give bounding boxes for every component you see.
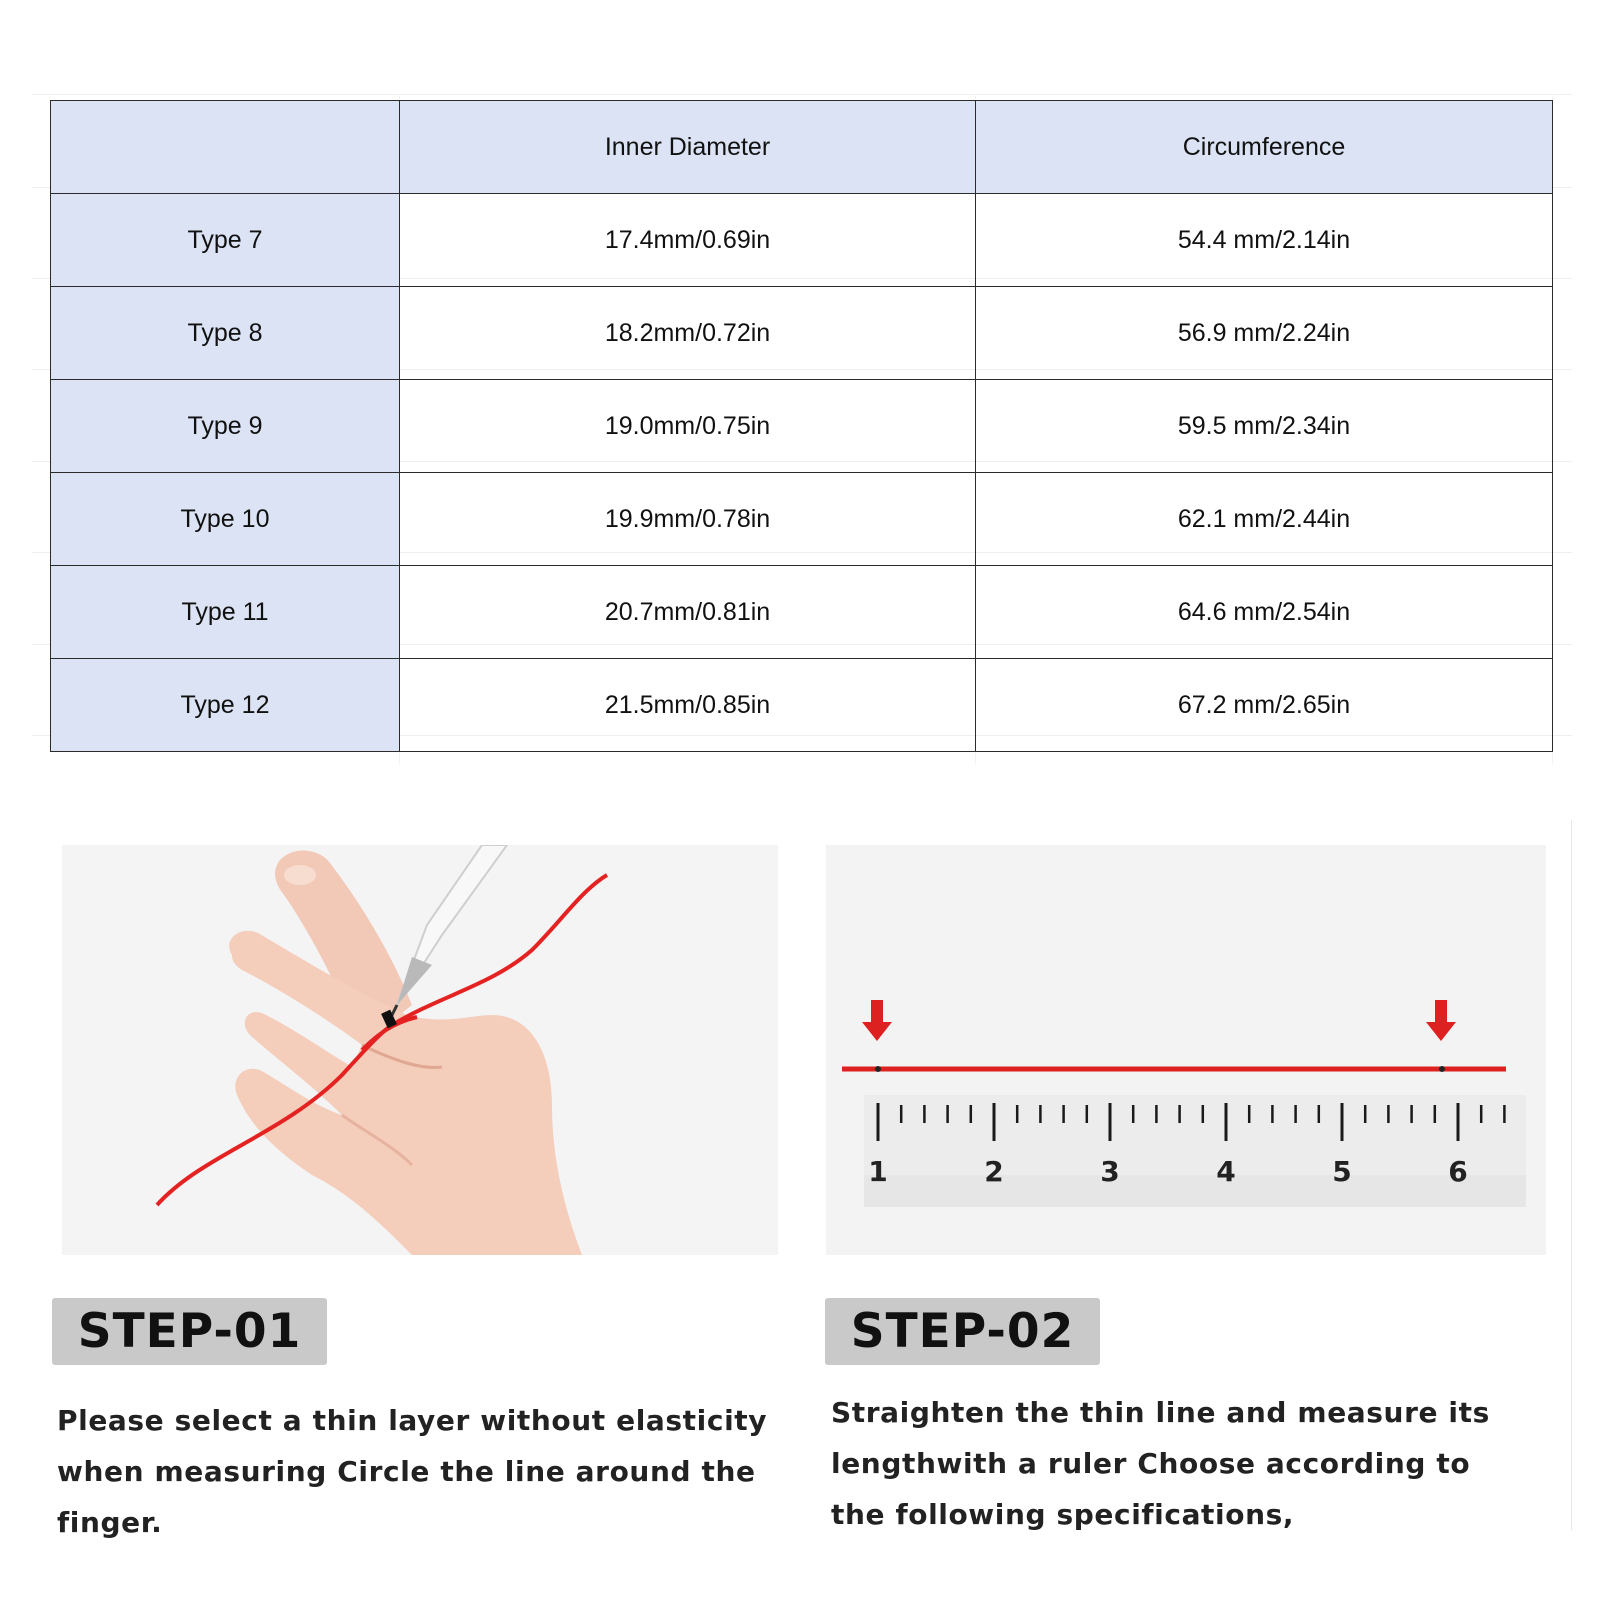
ruler-image (826, 845, 1546, 1255)
step-02-badge: STEP-02 (825, 1298, 1100, 1365)
step-01-badge: STEP-01 (52, 1298, 327, 1365)
circumference-cell: 64.6 mm/2.54in (976, 566, 1553, 659)
inner-diameter-cell: 19.0mm/0.75in (400, 380, 976, 473)
table-row (51, 473, 1553, 566)
header-circumference: Circumference (976, 101, 1553, 194)
inner-diameter-cell: 18.2mm/0.72in (400, 287, 976, 380)
header-empty-cell (51, 101, 400, 194)
circumference-cell: 54.4 mm/2.14in (976, 194, 1553, 287)
table-row (51, 194, 1553, 287)
header-inner-diameter: Inner Diameter (400, 101, 976, 194)
ruler-number-label: 2 (984, 1155, 1004, 1188)
table-row (51, 566, 1553, 659)
step-02-description: Straighten the thin line and measure its lengthwith a ruler Choose according to the following specifications, (831, 1396, 1490, 1531)
ring-size-table (50, 100, 1553, 752)
ruler-number-label: 3 (1100, 1155, 1120, 1188)
size-type-cell: Type 9 (51, 380, 400, 473)
inner-diameter-cell: 20.7mm/0.81in (400, 566, 976, 659)
circumference-cell: 59.5 mm/2.34in (976, 380, 1553, 473)
step-01-description: Please select a thin layer without elasticity when measuring Circle the line around the finger. (57, 1404, 768, 1539)
ruler-number-label: 5 (1332, 1155, 1352, 1188)
table-row (51, 287, 1553, 380)
table-row (51, 659, 1553, 752)
size-type-cell: Type 10 (51, 473, 400, 566)
red-arrow-down-icon (1426, 1000, 1456, 1041)
ruler-number-label: 4 (1216, 1155, 1236, 1188)
size-type-cell: Type 11 (51, 566, 400, 659)
size-type-cell: Type 7 (51, 194, 400, 287)
ruler-number-label: 1 (868, 1155, 888, 1188)
size-type-cell: Type 8 (51, 287, 400, 380)
ruler-measuring-illustration (826, 845, 1546, 1255)
table-row (51, 380, 1553, 473)
circumference-cell: 56.9 mm/2.24in (976, 287, 1553, 380)
table-header-row (51, 101, 1553, 194)
inner-diameter-cell: 17.4mm/0.69in (400, 194, 976, 287)
finger-measuring-illustration (62, 845, 778, 1255)
inner-diameter-cell: 19.9mm/0.78in (400, 473, 976, 566)
ruler-number-label: 6 (1448, 1155, 1468, 1188)
hand-with-string-image (62, 845, 778, 1255)
size-type-cell: Type 12 (51, 659, 400, 752)
circumference-cell: 62.1 mm/2.44in (976, 473, 1553, 566)
red-arrow-down-icon (862, 1000, 892, 1041)
divider-line (1571, 820, 1572, 1530)
circumference-cell: 67.2 mm/2.65in (976, 659, 1553, 752)
inner-diameter-cell: 21.5mm/0.85in (400, 659, 976, 752)
